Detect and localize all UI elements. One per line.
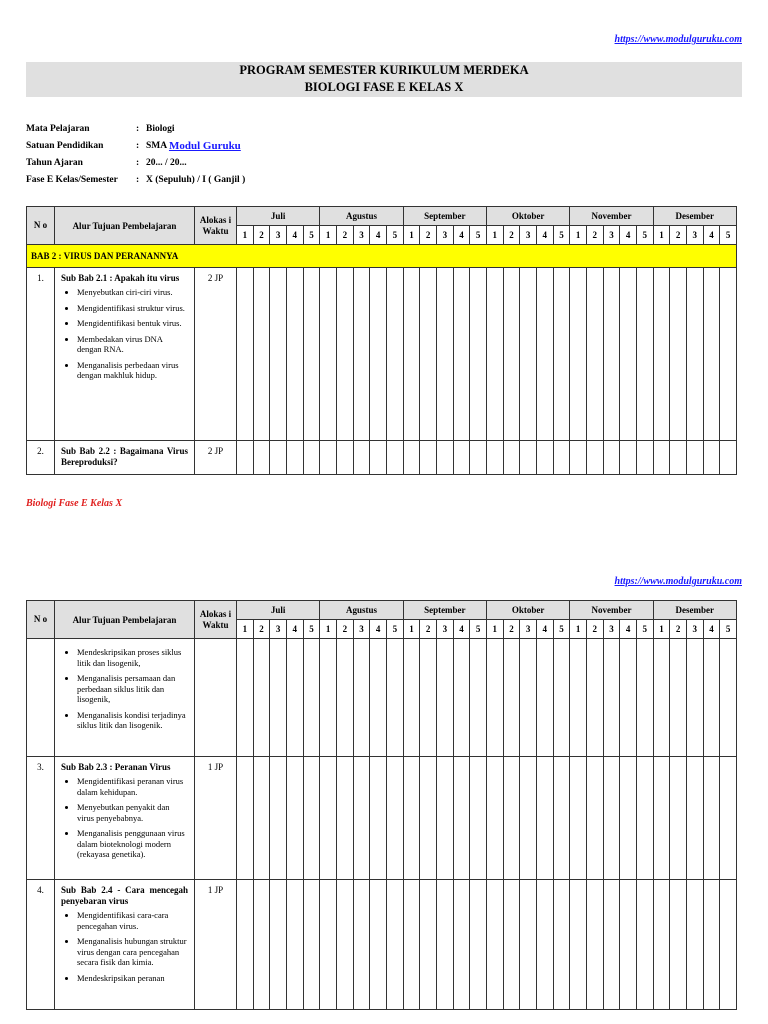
schedule-cell	[686, 757, 703, 880]
header-atp: Alur Tujuan Pembelajaran	[55, 601, 195, 639]
sub-chapter-title: Sub Bab 2.2 : Bagaimana Virus Bereproduksi?	[61, 446, 188, 467]
schedule-cell	[670, 757, 687, 880]
schedule-cell	[503, 757, 520, 880]
schedule-cell	[353, 441, 370, 475]
schedule-cell	[320, 268, 337, 441]
schedule-cell	[386, 639, 403, 757]
schedule-cell	[420, 268, 437, 441]
schedule-cell	[636, 441, 653, 475]
schedule-cell	[286, 880, 303, 1010]
schedule-cell	[603, 268, 620, 441]
schedule-cell	[353, 639, 370, 757]
header-week: 1	[237, 226, 254, 245]
schedule-cell	[653, 441, 670, 475]
schedule-cell	[536, 880, 553, 1010]
schedule-cell	[686, 880, 703, 1010]
list-item: • Mendeskripsikan peranan	[77, 973, 188, 984]
header-week: 5	[636, 226, 653, 245]
time-allocation	[195, 639, 237, 757]
list-item: • Mengidentifikasi peranan virus dalam kehidupan.	[77, 776, 188, 797]
meta-row	[26, 137, 245, 154]
schedule-cell	[436, 880, 453, 1010]
schedule-cell	[486, 880, 503, 1010]
row-number: 3.	[27, 757, 55, 880]
schedule-cell	[270, 639, 287, 757]
schedule-cell	[420, 880, 437, 1010]
header-week: 5	[720, 226, 737, 245]
header-week: 2	[420, 620, 437, 639]
schedule-cell	[386, 757, 403, 880]
meta-separator: :	[136, 174, 140, 185]
header-week: 4	[453, 226, 470, 245]
header-week: 5	[470, 620, 487, 639]
schedule-cell	[520, 441, 537, 475]
list-item: • Menganalisis kondisi terjadinya siklus litik dan lisogenik.	[77, 710, 188, 731]
time-allocation: 2 JP	[195, 268, 237, 441]
schedule-cell	[686, 441, 703, 475]
schedule-cell	[453, 441, 470, 475]
header-no: N o	[27, 601, 55, 639]
header-month: November	[570, 207, 653, 226]
header-month: November	[570, 601, 653, 620]
header-week: 5	[386, 620, 403, 639]
header-week: 3	[436, 620, 453, 639]
schedule-cell	[620, 757, 637, 880]
meta-row	[26, 120, 245, 137]
schedule-cell	[686, 268, 703, 441]
header-week: 1	[237, 620, 254, 639]
header-week: 4	[286, 226, 303, 245]
header-week: 3	[353, 226, 370, 245]
page-footer: Biologi Fase E Kelas X	[26, 498, 123, 509]
header-month: Desember	[653, 207, 736, 226]
time-allocation: 1 JP	[195, 757, 237, 880]
row-number: 1.	[27, 268, 55, 441]
title-line-2: BIOLOGI FASE E KELAS X	[304, 80, 464, 94]
learning-objective	[55, 441, 195, 475]
schedule-cell	[270, 880, 287, 1010]
schedule-cell	[403, 639, 420, 757]
time-allocation: 1 JP	[195, 880, 237, 1010]
meta-separator: :	[136, 140, 140, 151]
schedule-cell	[536, 757, 553, 880]
table-row	[27, 880, 737, 1010]
schedule-cell	[453, 639, 470, 757]
meta-separator: :	[136, 157, 140, 168]
header-week: 4	[703, 620, 720, 639]
header-week: 3	[520, 620, 537, 639]
schedule-cell	[636, 880, 653, 1010]
schedule-cell	[237, 880, 254, 1010]
schedule-cell	[253, 757, 270, 880]
schedule-cell	[603, 639, 620, 757]
schedule-cell	[570, 441, 587, 475]
schedule-cell	[237, 441, 254, 475]
table-row	[27, 639, 737, 757]
schedule-cell	[370, 757, 387, 880]
learning-objective	[55, 639, 195, 757]
schedule-cell	[503, 639, 520, 757]
schedule-cell	[303, 639, 320, 757]
schedule-cell	[270, 757, 287, 880]
header-week: 5	[553, 226, 570, 245]
schedule-cell	[653, 268, 670, 441]
schedule-cell	[603, 757, 620, 880]
schedule-cell	[336, 268, 353, 441]
schedule-cell	[370, 639, 387, 757]
schedule-cell	[503, 441, 520, 475]
schedule-cell	[553, 268, 570, 441]
schedule-cell	[486, 268, 503, 441]
program-table-2	[26, 600, 737, 1010]
header-month: Agustus	[320, 601, 403, 620]
site-url[interactable]: https://www.modulguruku.com	[614, 34, 742, 45]
schedule-cell	[386, 880, 403, 1010]
schedule-cell	[386, 268, 403, 441]
header-month: Oktober	[486, 207, 569, 226]
schedule-cell	[703, 757, 720, 880]
header-week: 5	[303, 620, 320, 639]
schedule-cell	[670, 268, 687, 441]
header-week: 4	[536, 620, 553, 639]
learning-objective	[55, 880, 195, 1010]
schedule-cell	[570, 639, 587, 757]
header-week: 2	[336, 226, 353, 245]
schedule-cell	[420, 441, 437, 475]
header-week: 2	[586, 620, 603, 639]
header-week: 4	[370, 620, 387, 639]
meta-separator: :	[136, 123, 140, 134]
chapter-heading: BAB 2 : VIRUS DAN PERANANNYA	[27, 245, 737, 268]
schedule-cell	[237, 639, 254, 757]
schedule-cell	[336, 441, 353, 475]
header-week: 1	[653, 620, 670, 639]
schedule-cell	[603, 441, 620, 475]
schedule-cell	[536, 441, 553, 475]
schedule-cell	[286, 441, 303, 475]
schedule-cell	[503, 880, 520, 1010]
schedule-cell	[403, 268, 420, 441]
schedule-cell	[237, 757, 254, 880]
table-row	[27, 757, 737, 880]
header-week: 2	[253, 226, 270, 245]
header-week: 5	[720, 620, 737, 639]
schedule-cell	[286, 268, 303, 441]
schedule-cell	[620, 441, 637, 475]
objective-list	[61, 287, 188, 381]
header-week: 5	[553, 620, 570, 639]
list-item: • Menganalisis perbedaan virus dengan makhluk hidup.	[77, 360, 188, 381]
header-week: 1	[653, 226, 670, 245]
header-week: 2	[503, 226, 520, 245]
header-week: 1	[320, 620, 337, 639]
sub-chapter-title: Sub Bab 2.3 : Peranan Virus	[61, 762, 171, 772]
document-meta	[26, 120, 245, 188]
header-week: 3	[270, 226, 287, 245]
schedule-cell	[403, 757, 420, 880]
header-week: 4	[536, 226, 553, 245]
schedule-cell	[620, 880, 637, 1010]
header-month: Desember	[653, 601, 736, 620]
schedule-cell	[436, 639, 453, 757]
header-week: 2	[670, 620, 687, 639]
list-item: • Menyebutkan ciri-ciri virus.	[77, 287, 188, 298]
schedule-cell	[586, 880, 603, 1010]
schedule-cell	[470, 268, 487, 441]
schedule-cell	[470, 441, 487, 475]
header-week: 2	[253, 620, 270, 639]
objective-list	[61, 776, 188, 860]
meta-value: Biologi	[146, 123, 175, 134]
schedule-cell	[470, 880, 487, 1010]
schedule-cell	[670, 639, 687, 757]
header-month: Agustus	[320, 207, 403, 226]
schedule-cell	[286, 639, 303, 757]
schedule-cell	[370, 268, 387, 441]
schedule-cell	[603, 880, 620, 1010]
header-week: 4	[453, 620, 470, 639]
schedule-cell	[270, 441, 287, 475]
schedule-cell	[703, 441, 720, 475]
schedule-cell	[303, 268, 320, 441]
schedule-cell	[720, 639, 737, 757]
schedule-cell	[620, 639, 637, 757]
schedule-cell	[320, 639, 337, 757]
header-week: 4	[370, 226, 387, 245]
schedule-cell	[570, 268, 587, 441]
header-week: 1	[320, 226, 337, 245]
schedule-cell	[470, 757, 487, 880]
schedule-cell	[486, 441, 503, 475]
schedule-cell	[553, 639, 570, 757]
schedule-cell	[553, 441, 570, 475]
header-week: 1	[486, 620, 503, 639]
header-week: 3	[603, 226, 620, 245]
header-month: Juli	[237, 601, 320, 620]
schedule-cell	[636, 639, 653, 757]
header-week: 4	[620, 620, 637, 639]
schedule-cell	[503, 268, 520, 441]
list-item: • Mengidentifikasi cara-cara pencegahan virus.	[77, 910, 188, 931]
meta-row	[26, 154, 245, 171]
row-number: 4.	[27, 880, 55, 1010]
schedule-cell	[670, 880, 687, 1010]
list-item: • Membedakan virus DNA dengan RNA.	[77, 334, 188, 355]
header-week: 5	[386, 226, 403, 245]
meta-label: Satuan Pendidikan	[26, 140, 104, 151]
header-alokasi: Alokas i Waktu	[195, 207, 237, 245]
schedule-cell	[536, 268, 553, 441]
header-week: 4	[286, 620, 303, 639]
header-week: 1	[403, 620, 420, 639]
header-week: 2	[336, 620, 353, 639]
schedule-cell	[453, 268, 470, 441]
schedule-cell	[453, 757, 470, 880]
schedule-cell	[570, 880, 587, 1010]
schedule-cell	[703, 639, 720, 757]
schedule-cell	[586, 268, 603, 441]
header-week: 3	[270, 620, 287, 639]
schedule-cell	[253, 441, 270, 475]
sub-chapter-title: Sub Bab 2.1 : Apakah itu virus	[61, 273, 180, 283]
header-week: 2	[503, 620, 520, 639]
schedule-cell	[520, 268, 537, 441]
schedule-cell	[320, 880, 337, 1010]
header-week: 2	[420, 226, 437, 245]
meta-label: Tahun Ajaran	[26, 157, 83, 168]
school-link[interactable]: Modul Guruku	[168, 139, 241, 152]
meta-label: Fase E Kelas/Semester	[26, 174, 118, 185]
schedule-cell	[420, 639, 437, 757]
header-week: 1	[403, 226, 420, 245]
header-week: 4	[620, 226, 637, 245]
schedule-cell	[486, 639, 503, 757]
schedule-cell	[520, 639, 537, 757]
schedule-cell	[386, 441, 403, 475]
header-week: 2	[586, 226, 603, 245]
schedule-cell	[320, 441, 337, 475]
schedule-cell	[553, 880, 570, 1010]
schedule-cell	[703, 880, 720, 1010]
header-week: 3	[436, 226, 453, 245]
schedule-cell	[653, 639, 670, 757]
meta-row	[26, 171, 245, 188]
schedule-cell	[336, 757, 353, 880]
schedule-cell	[636, 268, 653, 441]
schedule-cell	[586, 757, 603, 880]
schedule-cell	[370, 441, 387, 475]
list-item: • Mengidentifikasi struktur virus.	[77, 303, 188, 314]
schedule-cell	[420, 757, 437, 880]
objective-list	[61, 647, 188, 731]
header-week: 1	[486, 226, 503, 245]
schedule-cell	[570, 757, 587, 880]
program-table-1	[26, 206, 737, 475]
schedule-cell	[586, 639, 603, 757]
schedule-cell	[720, 757, 737, 880]
header-week: 1	[570, 226, 587, 245]
table-row	[27, 441, 737, 475]
header-month: September	[403, 207, 486, 226]
schedule-cell	[586, 441, 603, 475]
schedule-cell	[536, 639, 553, 757]
header-week: 5	[470, 226, 487, 245]
learning-objective	[55, 757, 195, 880]
schedule-cell	[720, 268, 737, 441]
header-week: 2	[670, 226, 687, 245]
list-item: • Mengidentifikasi bentuk virus.	[77, 318, 188, 329]
schedule-cell	[253, 880, 270, 1010]
schedule-cell	[486, 757, 503, 880]
site-url[interactable]: https://www.modulguruku.com	[614, 576, 742, 587]
schedule-cell	[703, 268, 720, 441]
schedule-cell	[653, 880, 670, 1010]
schedule-cell	[720, 441, 737, 475]
schedule-cell	[253, 268, 270, 441]
list-item: • Mendeskripsikan proses siklus litik dan lisogenik,	[77, 647, 188, 668]
schedule-cell	[353, 880, 370, 1010]
schedule-cell	[370, 880, 387, 1010]
meta-label: Mata Pelajaran	[26, 123, 90, 134]
list-item: • Menganalisis hubungan struktur virus dengan cara pencegahan secara fisik dan kimia.	[77, 936, 188, 968]
header-alokasi: Alokas i Waktu	[195, 601, 237, 639]
schedule-cell	[253, 639, 270, 757]
header-week: 3	[686, 620, 703, 639]
schedule-cell	[470, 639, 487, 757]
schedule-cell	[670, 441, 687, 475]
schedule-cell	[303, 441, 320, 475]
header-week: 3	[686, 226, 703, 245]
schedule-cell	[436, 757, 453, 880]
schedule-cell	[453, 880, 470, 1010]
schedule-cell	[403, 880, 420, 1010]
list-item: • Menganalisis penggunaan virus dalam bioteknologi modern (rekayasa genetika).	[77, 828, 188, 860]
schedule-cell	[436, 268, 453, 441]
schedule-cell	[320, 757, 337, 880]
schedule-cell	[353, 757, 370, 880]
schedule-cell	[553, 757, 570, 880]
learning-objective	[55, 268, 195, 441]
schedule-cell	[336, 880, 353, 1010]
schedule-cell	[686, 639, 703, 757]
schedule-cell	[520, 880, 537, 1010]
schedule-cell	[403, 441, 420, 475]
header-atp: Alur Tujuan Pembelajaran	[55, 207, 195, 245]
table-row	[27, 268, 737, 441]
schedule-cell	[720, 880, 737, 1010]
header-week: 3	[353, 620, 370, 639]
header-week: 1	[570, 620, 587, 639]
schedule-cell	[336, 639, 353, 757]
schedule-cell	[653, 757, 670, 880]
header-month: Juli	[237, 207, 320, 226]
header-week: 5	[303, 226, 320, 245]
header-month: September	[403, 601, 486, 620]
header-week: 4	[703, 226, 720, 245]
schedule-cell	[436, 441, 453, 475]
meta-value: SMA	[146, 140, 169, 151]
meta-value: X (Sepuluh) / I ( Ganjil )	[146, 174, 246, 185]
sub-chapter-title: Sub Bab 2.4 - Cara mencegah penyebaran virus	[61, 885, 188, 906]
meta-value: 20... / 20...	[146, 157, 187, 168]
schedule-cell	[620, 268, 637, 441]
list-item: • Menyebutkan penyakit dan virus penyebabnya.	[77, 802, 188, 823]
header-month: Oktober	[486, 601, 569, 620]
schedule-cell	[520, 757, 537, 880]
row-number: 2.	[27, 441, 55, 475]
document-title	[26, 62, 742, 97]
schedule-cell	[303, 757, 320, 880]
header-week: 3	[520, 226, 537, 245]
header-week: 3	[603, 620, 620, 639]
schedule-cell	[286, 757, 303, 880]
header-week: 5	[636, 620, 653, 639]
header-no: N o	[27, 207, 55, 245]
schedule-cell	[353, 268, 370, 441]
schedule-cell	[303, 880, 320, 1010]
objective-list	[61, 910, 188, 983]
row-number	[27, 639, 55, 757]
schedule-cell	[237, 268, 254, 441]
list-item: • Menganalisis persamaan dan perbedaan siklus litik dan lisogenik,	[77, 673, 188, 705]
time-allocation: 2 JP	[195, 441, 237, 475]
schedule-cell	[636, 757, 653, 880]
schedule-cell	[270, 268, 287, 441]
title-line-1: PROGRAM SEMESTER KURIKULUM MERDEKA	[239, 63, 529, 77]
